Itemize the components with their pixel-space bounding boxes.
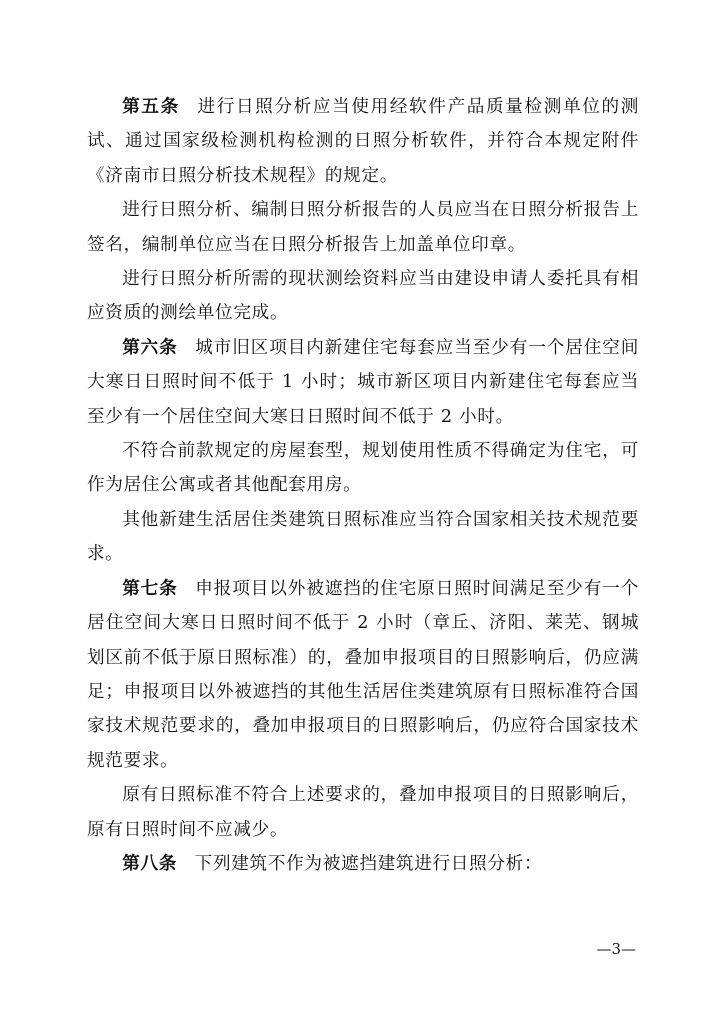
paragraph-article-6 [87,331,639,434]
paragraph-text: 进行日照分析、编制日照分析报告的人员应当在日照分析报告上签名，编制单位应当在日照分析报告上加盖单位印章。 [87,200,639,255]
article-title: 第八条 [122,852,178,874]
paragraph-article-6-2 [87,434,639,503]
page-number: —3— [596,940,636,958]
paragraph-article-5-2 [87,193,639,262]
paragraph-text: 进行日照分析应当使用经软件产品质量检测单位的测试、通过国家级检测机构检测的日照分析软件，并符合本规定附件《济南市日照分析技术规程》的规定。 [87,97,639,186]
paragraph-text: 申报项目以外被遮挡的住宅原日照时间满足至少有一个居住空间大寒日日照时间不低于 2 小时（章丘、济阳、莱芜、钢城划区前不低于原日照标准）的，叠加申报项目的日照影响后，仍应满足；申报项目以外被遮挡的其他生活居住类建筑原有日照标准符合国家技术规范要求的，叠加申报项目的日照影响后，仍应符合国家技术规范要求。 [87,578,639,771]
paragraph-article-6-3 [87,503,639,572]
paragraph-article-7-2 [87,778,639,847]
paragraph-article-8 [87,847,639,881]
document-body [87,90,639,881]
article-title: 第七条 [122,577,178,599]
paragraph-text: 城市旧区项目内新建住宅每套应当至少有一个居住空间大寒日日照时间不低于 1 小时；城市新区项目内新建住宅每套应当至少有一个居住空间大寒日日照时间不低于 2 小时。 [87,337,639,427]
paragraph-text: 原有日照标准不符合上述要求的，叠加申报项目的日照影响后，原有日照时间不应减少。 [87,785,639,840]
paragraph-text: 其他新建生活居住类建筑日照标准应当符合国家相关技术规范要求。 [87,509,639,565]
paragraph-article-5 [87,90,639,193]
paragraph-article-5-3 [87,262,639,331]
paragraph-article-7 [87,572,639,778]
paragraph-text: 不符合前款规定的房屋套型，规划使用性质不得确定为住宅，可作为居住公寓或者其他配套用房。 [87,441,639,496]
paragraph-text: 下列建筑不作为被遮挡建筑进行日照分析： [194,853,543,874]
article-title: 第五条 [122,96,180,117]
article-title: 第六条 [122,336,178,358]
paragraph-text: 进行日照分析所需的现状测绘资料应当由建设申请人委托具有相应资质的测绘单位完成。 [87,269,639,324]
